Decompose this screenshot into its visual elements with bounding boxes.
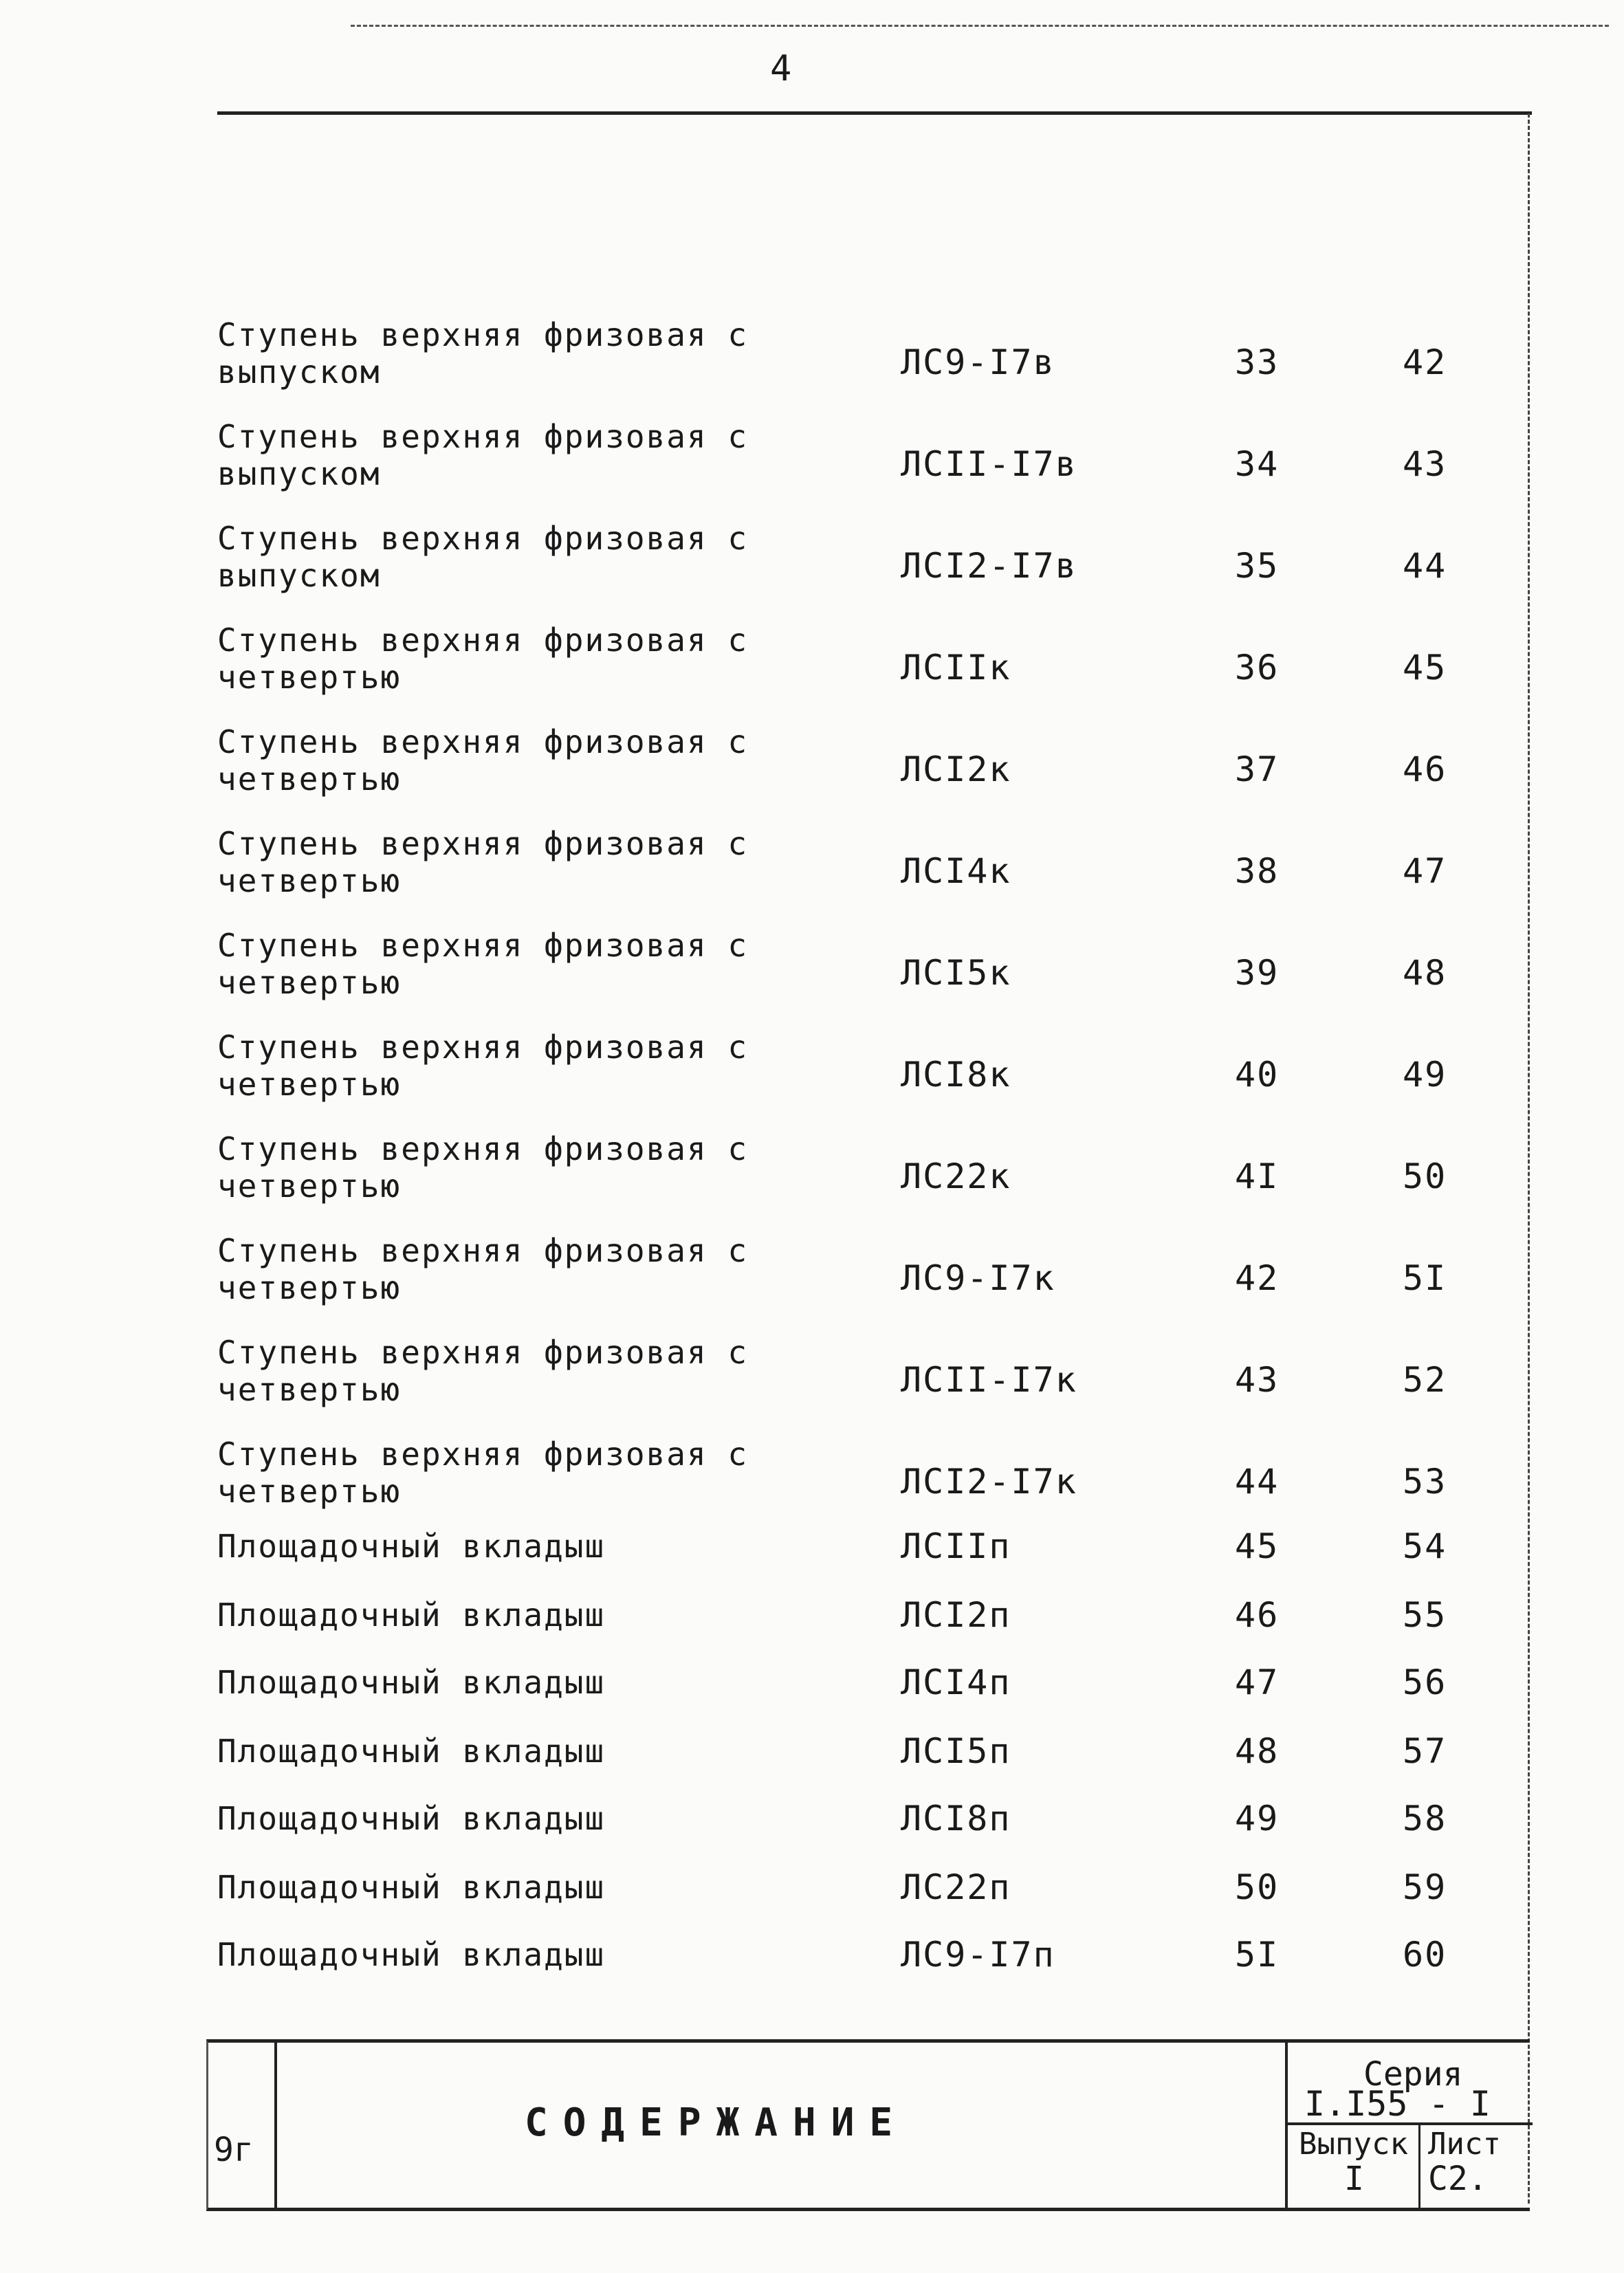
item-name: Площадочный вкладыш — [217, 1800, 606, 1837]
series-value: I.I55 - I — [1304, 2084, 1491, 2124]
item-sheet-number: 44 — [1235, 1462, 1280, 1502]
item-code: ЛСII-I7к — [901, 1360, 1077, 1400]
item-name: Ступень верхняя фризовая с четвертью — [217, 825, 749, 899]
item-name: Площадочный вкладыш — [217, 1733, 606, 1770]
item-code: ЛС22п — [901, 1867, 1011, 1907]
item-page-number: 48 — [1403, 953, 1447, 993]
item-code: ЛСI5п — [901, 1731, 1011, 1771]
item-name: Ступень верхняя фризовая с четвертью — [217, 1130, 749, 1205]
item-code: ЛС9-I7п — [901, 1935, 1055, 1975]
page-number: 4 — [770, 48, 792, 89]
item-page-number: 49 — [1403, 1055, 1447, 1095]
item-name: Площадочный вкладыш — [217, 1869, 606, 1906]
item-name: Площадочный вкладыш — [217, 1528, 606, 1565]
item-sheet-number: 39 — [1235, 953, 1280, 993]
item-sheet-number: 47 — [1235, 1662, 1280, 1702]
sheet-value: С2. — [1428, 2160, 1488, 2198]
item-name: Ступень верхняя фризовая с четвертью — [217, 927, 749, 1001]
item-sheet-number: 4I — [1235, 1156, 1280, 1196]
item-code: ЛСI5к — [901, 953, 1011, 993]
issue-sheet-divider — [1418, 2122, 1420, 2208]
left-code: 9г — [214, 2131, 254, 2169]
item-page-number: 44 — [1403, 546, 1447, 586]
item-sheet-number: 5I — [1235, 1935, 1280, 1975]
item-page-number: 56 — [1403, 1662, 1447, 1702]
item-page-number: 50 — [1403, 1156, 1447, 1196]
item-code: ЛСI8п — [901, 1799, 1011, 1838]
item-sheet-number: 33 — [1235, 342, 1280, 382]
item-code: ЛСII-I7в — [901, 444, 1077, 484]
item-page-number: 60 — [1403, 1935, 1447, 1975]
item-code: ЛСIIк — [901, 648, 1011, 688]
title-block — [206, 2039, 1530, 2211]
item-code: ЛСI8к — [901, 1055, 1011, 1095]
item-code: ЛС9-I7в — [901, 342, 1055, 382]
item-page-number: 43 — [1403, 444, 1447, 484]
item-page-number: 54 — [1403, 1526, 1447, 1566]
series-divider — [1288, 2122, 1533, 2125]
item-page-number: 55 — [1403, 1595, 1447, 1635]
item-name: Ступень верхняя фризовая с четвертью — [217, 1029, 749, 1103]
item-name: Ступень верхняя фризовая с четвертью — [217, 1334, 749, 1408]
item-page-number: 52 — [1403, 1360, 1447, 1400]
item-code: ЛСI2п — [901, 1595, 1011, 1635]
item-code: ЛСI2-I7к — [901, 1462, 1077, 1502]
item-sheet-number: 46 — [1235, 1595, 1280, 1635]
item-name: Площадочный вкладыш — [217, 1664, 606, 1701]
item-name: Ступень верхняя фризовая с выпуском — [217, 520, 749, 594]
item-name: Ступень верхняя фризовая с выпуском — [217, 316, 749, 391]
item-page-number: 57 — [1403, 1731, 1447, 1771]
item-page-number: 46 — [1403, 749, 1447, 789]
item-sheet-number: 35 — [1235, 546, 1280, 586]
series-label: Серия — [1363, 2055, 1463, 2094]
item-page-number: 5I — [1403, 1258, 1447, 1298]
item-page-number: 45 — [1403, 648, 1447, 688]
title-block-left-cell — [208, 2043, 277, 2208]
item-sheet-number: 42 — [1235, 1258, 1280, 1298]
item-page-number: 42 — [1403, 342, 1447, 382]
series-cell — [1285, 2043, 1533, 2208]
item-code: ЛСI2к — [901, 749, 1011, 789]
item-name: Площадочный вкладыш — [217, 1936, 606, 1973]
item-name: Ступень верхняя фризовая с четвертью — [217, 622, 749, 696]
item-sheet-number: 37 — [1235, 749, 1280, 789]
item-code: ЛС9-I7к — [901, 1258, 1055, 1298]
item-name: Ступень верхняя фризовая с четвертью — [217, 1436, 749, 1510]
issue-label: Выпуск — [1299, 2127, 1408, 2162]
item-sheet-number: 38 — [1235, 851, 1280, 891]
item-page-number: 47 — [1403, 851, 1447, 891]
item-name: Ступень верхняя фризовая с выпуском — [217, 418, 749, 492]
item-sheet-number: 45 — [1235, 1526, 1280, 1566]
item-code: ЛСI4к — [901, 851, 1011, 891]
item-code: ЛСI4п — [901, 1662, 1011, 1702]
item-code: ЛС22к — [901, 1156, 1011, 1196]
item-sheet-number: 48 — [1235, 1731, 1280, 1771]
item-page-number: 59 — [1403, 1867, 1447, 1907]
sheet-label: Лист — [1428, 2127, 1501, 2162]
item-name: Площадочный вкладыш — [217, 1596, 606, 1634]
item-code: ЛСIIп — [901, 1526, 1011, 1566]
item-sheet-number: 49 — [1235, 1799, 1280, 1838]
item-sheet-number: 43 — [1235, 1360, 1280, 1400]
item-page-number: 53 — [1403, 1462, 1447, 1502]
document-title: СОДЕРЖАНИЕ — [525, 2100, 908, 2145]
item-sheet-number: 40 — [1235, 1055, 1280, 1095]
item-page-number: 58 — [1403, 1799, 1447, 1838]
item-sheet-number: 34 — [1235, 444, 1280, 484]
item-name: Ступень верхняя фризовая с четвертью — [217, 1232, 749, 1306]
item-name: Ступень верхняя фризовая с четвертью — [217, 723, 749, 798]
item-sheet-number: 50 — [1235, 1867, 1280, 1907]
item-sheet-number: 36 — [1235, 648, 1280, 688]
issue-value: I — [1344, 2160, 1364, 2198]
item-code: ЛСI2-I7в — [901, 546, 1077, 586]
